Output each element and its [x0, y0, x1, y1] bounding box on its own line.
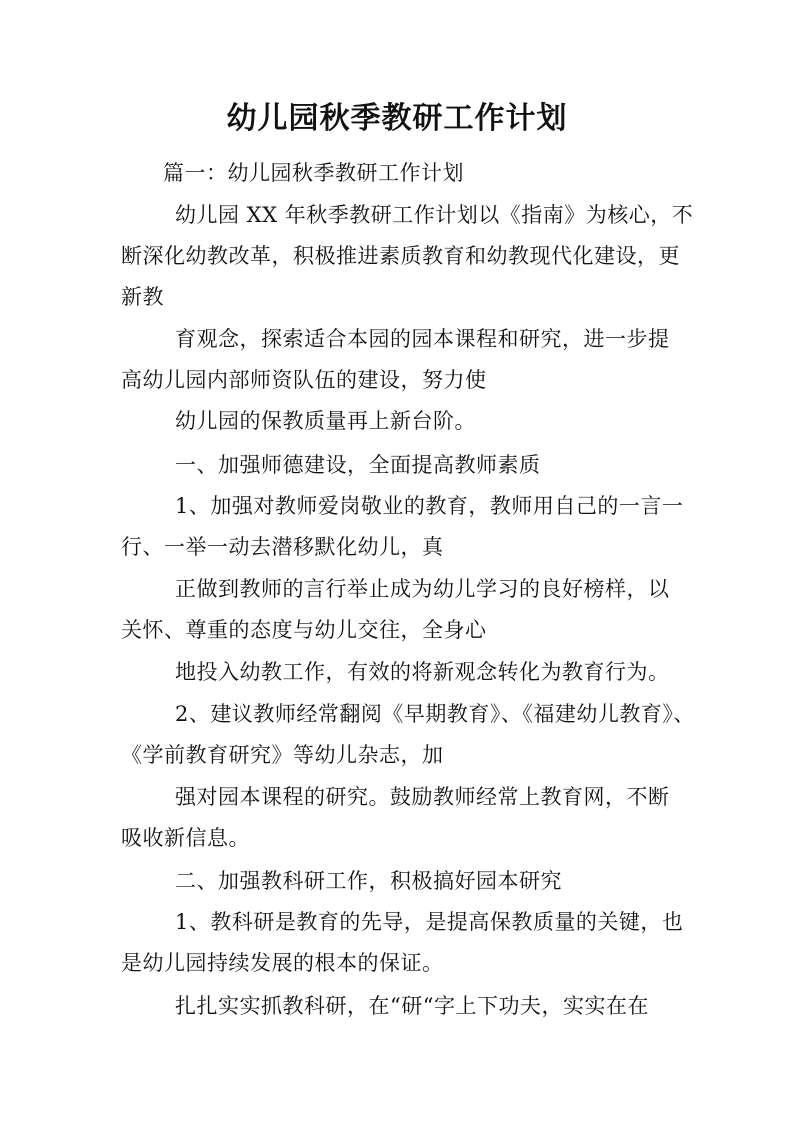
paragraph-line: 吸收新信息。 [121, 826, 250, 850]
section-heading-one: 一、加强师德建设，全面提高教师素质 [175, 453, 541, 477]
paragraph-line: 1、加强对教师爱岗敬业的教育，教师用自己的一言一 [175, 494, 684, 518]
paragraph-line: 幼儿园 XX 年秋季教研工作计划以《指南》为核心，不 [175, 203, 694, 227]
paragraph-line: 扎扎实实抓教科研，在“研“字上下功夫，实实在在 [175, 994, 649, 1018]
section-heading-two: 二、加强教科研工作，积极搞好园本研究 [175, 869, 562, 893]
paragraph-line: 高幼儿园内部师资队伍的建设，努力使 [121, 368, 487, 392]
paragraph-line: 幼儿园的保教质量再上新台阶。 [175, 409, 476, 433]
paragraph-line: 正做到教师的言行举止成为幼儿学习的良好榜样，以 [175, 577, 670, 601]
paragraph-line: 育观念，探索适合本园的园本课程和研究，进一步提 [175, 327, 670, 351]
paragraph-line: 行、一举一动去潜移默化幼儿，真 [121, 535, 444, 559]
paragraph-line: 1、教科研是教育的先导，是提高保教质量的关键，也 [175, 910, 684, 934]
paragraph-line: 强对园本课程的研究。鼓励教师经常上教育网，不断 [175, 785, 670, 809]
paragraph-line: 地投入幼教工作，有效的将新观念转化为教育行为。 [175, 660, 670, 684]
paragraph-line: 关怀、尊重的态度与幼儿交往，全身心 [121, 618, 487, 642]
paragraph-line: 断深化幼教改革，积极推进素质教育和幼教现代化建设，更 [121, 244, 680, 268]
paragraph-line: 2、建议教师经常翻阅《早期教育》、《福建幼儿教育》、 [175, 702, 695, 726]
paragraph-line: 新教 [121, 285, 164, 309]
section-heading-part-one: 篇一：幼儿园秋季教研工作计划 [163, 161, 464, 185]
document-title: 幼儿园秋季教研工作计划 [226, 101, 568, 136]
paragraph-line: 是幼儿园持续发展的根本的保证。 [121, 951, 444, 975]
paragraph-line: 《学前教育研究》等幼儿杂志，加 [121, 743, 444, 767]
